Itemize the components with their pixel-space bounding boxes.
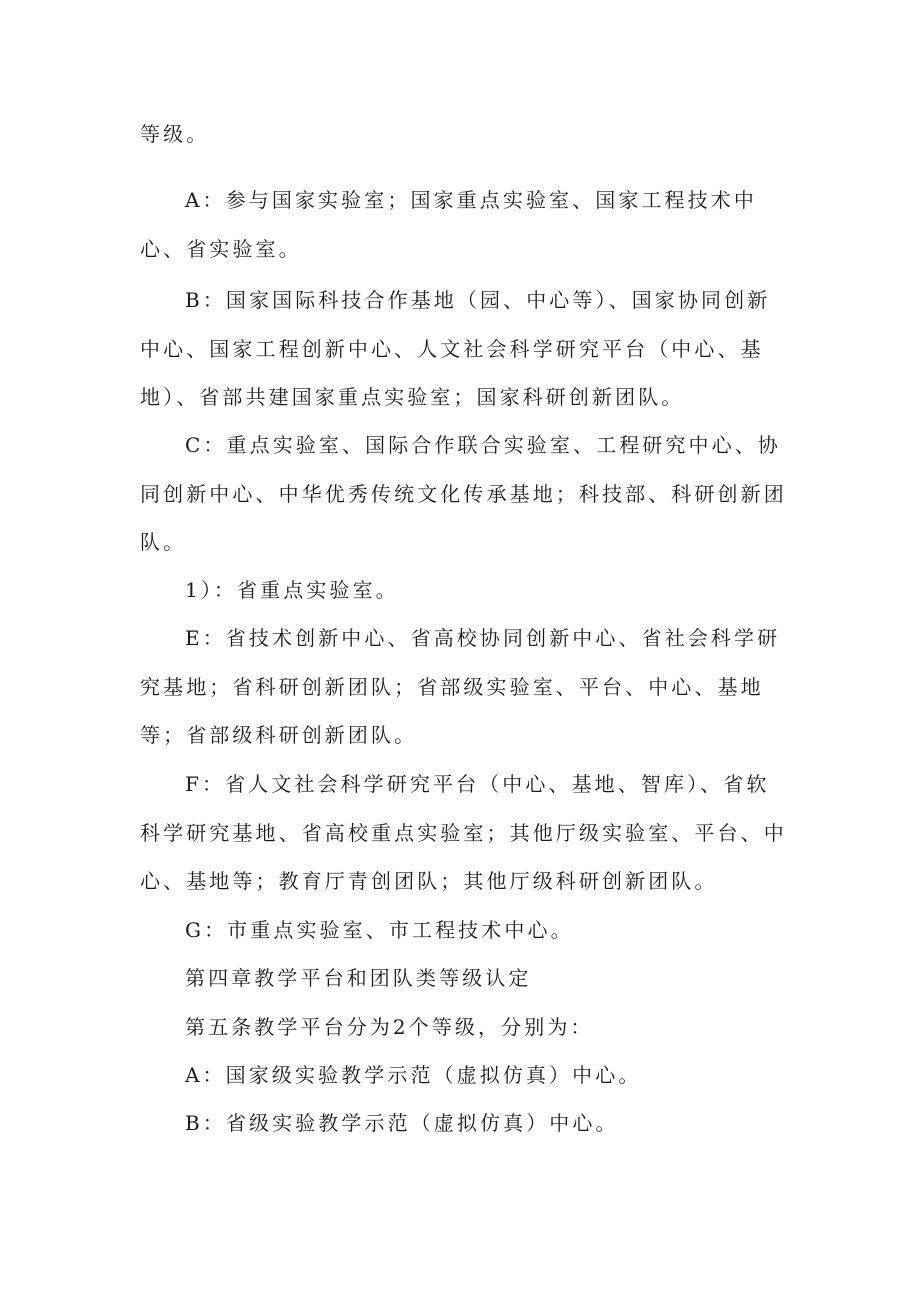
paragraph-level-c: C：重点实验室、国际合作联合实验室、工程研究中心、协同创新中心、中华优秀传统文化传承基地；科技部、科研创新团队。 (140, 433, 787, 554)
teaching-level-b: B：省级实验教学示范（虚拟仿真）中心。 (185, 1111, 619, 1135)
teaching-level-a: A：国家级实验教学示范（虚拟仿真）中心。 (185, 1063, 642, 1087)
paragraph-level-e: E：省技术创新中心、省高校协同创新中心、省社会科学研究基地；省科研创新团队；省部级实验室、平台、中心、基地等；省部级科研创新团队。 (140, 626, 781, 747)
paragraph-level-b: B：国家国际科技合作基地（园、中心等）、国家协同创新中心、国家工程创新中心、人文社会科学研究平台（中心、基地）、省部共建国家重点实验室；国家科研创新团队。 (140, 288, 771, 409)
paragraph-grade-end: 等级。 (140, 122, 210, 146)
article-five: 第五条教学平台分为2个等级，分别为： (185, 1015, 594, 1039)
paragraph-level-a: A：参与国家实验室；国家重点实验室、国家工程技术中心、省实验室。 (140, 188, 757, 261)
chapter-heading: 第四章教学平台和团队类等级认定 (185, 966, 532, 990)
paragraph-level-d: 1）：省重点实验室。 (185, 578, 399, 602)
paragraph-level-f: F：省人文社会科学研究平台（中心、基地、智库）、省软科学研究基地、省高校重点实验室；其他厅级实验室、平台、中心、基地等；教育厅青创团队；其他厅级科研创新团队。 (140, 772, 787, 893)
paragraph-level-g: G：市重点实验室、市工程技术中心。 (185, 918, 574, 942)
